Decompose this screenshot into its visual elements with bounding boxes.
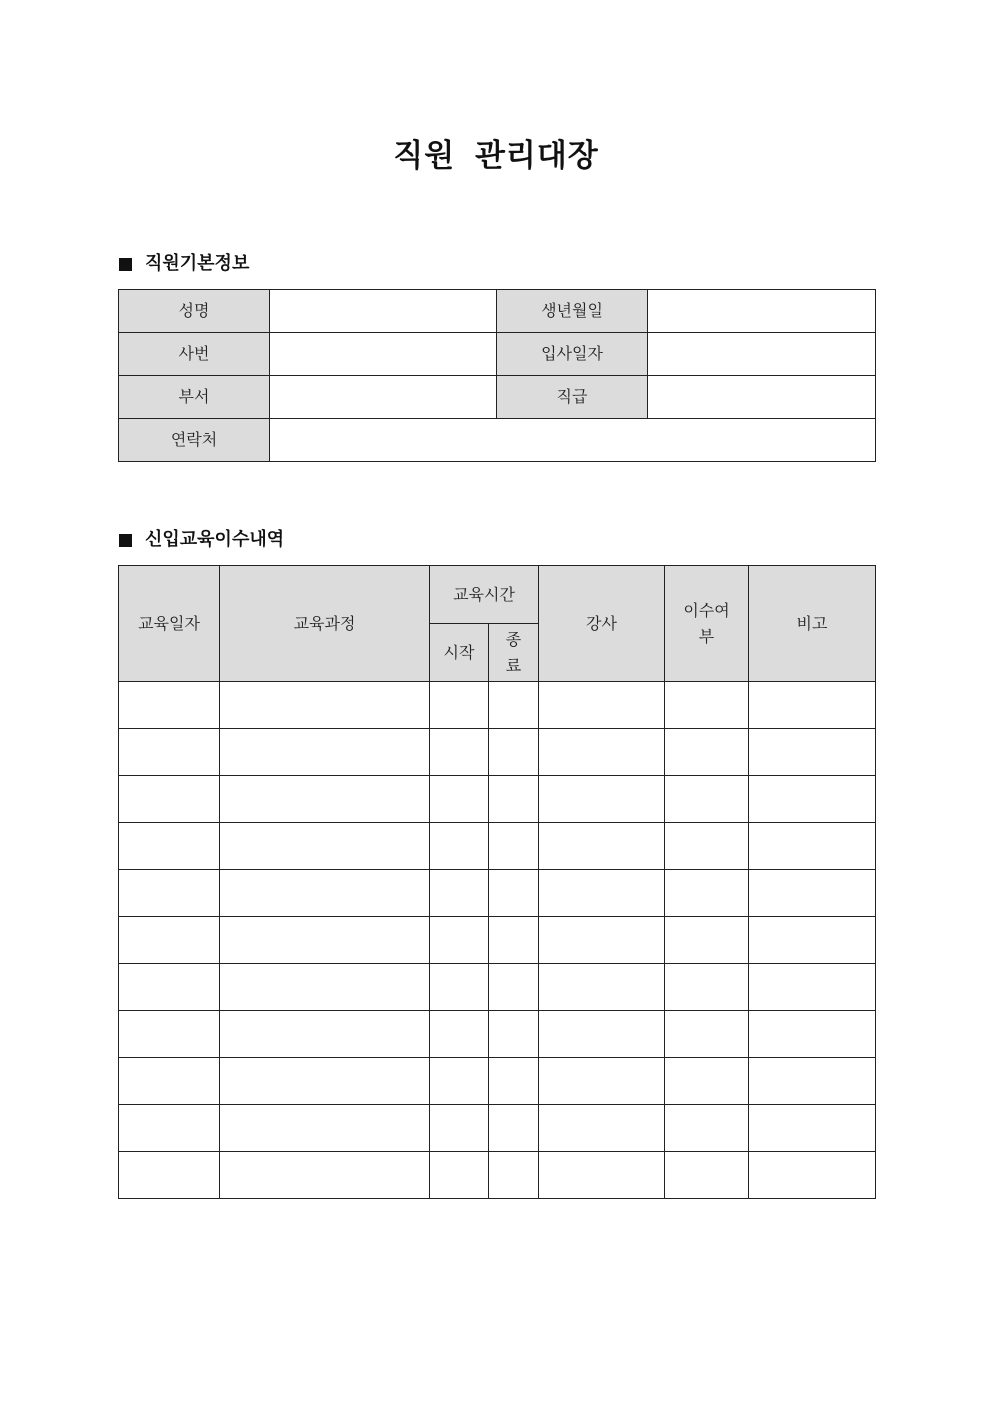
department-label: 부서 xyxy=(119,376,270,419)
table-row xyxy=(119,964,876,1011)
cell-course[interactable] xyxy=(220,1011,430,1058)
cell-date[interactable] xyxy=(119,682,220,729)
cell-instructor[interactable] xyxy=(539,1105,665,1152)
square-bullet-icon xyxy=(119,258,132,271)
cell-course[interactable] xyxy=(220,870,430,917)
table-row xyxy=(119,729,876,776)
basic-info-table xyxy=(118,289,876,462)
cell-instructor[interactable] xyxy=(539,682,665,729)
cell-completed[interactable] xyxy=(665,729,749,776)
cell-completed[interactable] xyxy=(665,1011,749,1058)
table-row xyxy=(119,823,876,870)
cell-end[interactable] xyxy=(489,870,539,917)
cell-remarks[interactable] xyxy=(749,1105,876,1152)
cell-instructor[interactable] xyxy=(539,1011,665,1058)
hire-date-field[interactable] xyxy=(648,333,876,376)
header-end-line1: 종 xyxy=(505,629,522,649)
table-row xyxy=(119,1152,876,1199)
header-completed-line2: 부 xyxy=(698,626,715,646)
cell-instructor[interactable] xyxy=(539,823,665,870)
cell-instructor[interactable] xyxy=(539,917,665,964)
table-row xyxy=(119,917,876,964)
cell-course[interactable] xyxy=(220,964,430,1011)
cell-start[interactable] xyxy=(430,870,489,917)
name-label: 성명 xyxy=(119,290,270,333)
cell-completed[interactable] xyxy=(665,776,749,823)
table-row xyxy=(119,290,876,333)
cell-start[interactable] xyxy=(430,1011,489,1058)
cell-start[interactable] xyxy=(430,776,489,823)
cell-start[interactable] xyxy=(430,682,489,729)
cell-instructor[interactable] xyxy=(539,870,665,917)
cell-instructor[interactable] xyxy=(539,729,665,776)
cell-instructor[interactable] xyxy=(539,1152,665,1199)
page-title: 직원 관리대장 xyxy=(393,138,599,174)
cell-remarks[interactable] xyxy=(749,964,876,1011)
cell-date[interactable] xyxy=(119,1011,220,1058)
cell-course[interactable] xyxy=(220,1058,430,1105)
cell-date[interactable] xyxy=(119,1105,220,1152)
section-heading-label: 신입교육이수내역 xyxy=(145,529,285,550)
section-heading-training xyxy=(119,528,284,552)
cell-start[interactable] xyxy=(430,1105,489,1152)
cell-completed[interactable] xyxy=(665,964,749,1011)
cell-end[interactable] xyxy=(489,823,539,870)
table-row xyxy=(119,870,876,917)
cell-completed[interactable] xyxy=(665,682,749,729)
cell-remarks[interactable] xyxy=(749,1011,876,1058)
cell-course[interactable] xyxy=(220,823,430,870)
table-row xyxy=(119,1105,876,1152)
cell-remarks[interactable] xyxy=(749,729,876,776)
cell-remarks[interactable] xyxy=(749,917,876,964)
header-end-line2: 료 xyxy=(505,655,522,675)
cell-completed[interactable] xyxy=(665,1152,749,1199)
contact-label: 연락처 xyxy=(119,419,270,462)
cell-course[interactable] xyxy=(220,917,430,964)
cell-end[interactable] xyxy=(489,917,539,964)
cell-completed[interactable] xyxy=(665,1058,749,1105)
header-completed-line1: 이수여 xyxy=(683,600,730,620)
table-row xyxy=(119,419,876,462)
cell-end[interactable] xyxy=(489,1105,539,1152)
cell-remarks[interactable] xyxy=(749,682,876,729)
cell-date[interactable] xyxy=(119,1058,220,1105)
cell-completed[interactable] xyxy=(665,823,749,870)
training-table xyxy=(118,565,876,1199)
cell-end[interactable] xyxy=(489,1152,539,1199)
cell-end[interactable] xyxy=(489,1011,539,1058)
cell-date[interactable] xyxy=(119,776,220,823)
cell-instructor[interactable] xyxy=(539,1058,665,1105)
cell-remarks[interactable] xyxy=(749,1152,876,1199)
cell-date[interactable] xyxy=(119,917,220,964)
header-end xyxy=(489,624,539,682)
cell-start[interactable] xyxy=(430,823,489,870)
cell-date[interactable] xyxy=(119,870,220,917)
cell-end[interactable] xyxy=(489,682,539,729)
cell-instructor[interactable] xyxy=(539,776,665,823)
cell-date[interactable] xyxy=(119,729,220,776)
birthdate-field[interactable] xyxy=(648,290,876,333)
cell-start[interactable] xyxy=(430,1152,489,1199)
cell-end[interactable] xyxy=(489,729,539,776)
header-date: 교육일자 xyxy=(119,566,220,682)
section-heading-label: 직원기본정보 xyxy=(145,253,250,274)
cell-start[interactable] xyxy=(430,917,489,964)
employee-no-field[interactable] xyxy=(270,333,497,376)
section-heading-basic-info xyxy=(119,252,249,276)
position-label: 직급 xyxy=(497,376,648,419)
cell-course[interactable] xyxy=(220,729,430,776)
cell-start[interactable] xyxy=(430,1058,489,1105)
cell-course[interactable] xyxy=(220,776,430,823)
table-row xyxy=(119,1058,876,1105)
cell-instructor[interactable] xyxy=(539,964,665,1011)
department-field[interactable] xyxy=(270,376,497,419)
cell-date[interactable] xyxy=(119,823,220,870)
cell-remarks[interactable] xyxy=(749,823,876,870)
cell-remarks[interactable] xyxy=(749,776,876,823)
cell-remarks[interactable] xyxy=(749,870,876,917)
cell-start[interactable] xyxy=(430,964,489,1011)
header-hours: 교육시간 xyxy=(430,566,539,624)
table-row xyxy=(119,682,876,729)
table-header-row xyxy=(119,566,876,624)
header-start: 시작 xyxy=(430,624,489,682)
hire-date-label: 입사일자 xyxy=(497,333,648,376)
name-field[interactable] xyxy=(270,290,497,333)
header-remarks: 비고 xyxy=(749,566,876,682)
cell-end[interactable] xyxy=(489,1058,539,1105)
birthdate-label: 생년월일 xyxy=(497,290,648,333)
square-bullet-icon xyxy=(119,534,132,547)
cell-date[interactable] xyxy=(119,1152,220,1199)
cell-start[interactable] xyxy=(430,729,489,776)
table-row xyxy=(119,376,876,419)
table-row xyxy=(119,333,876,376)
cell-course[interactable] xyxy=(220,1105,430,1152)
table-row xyxy=(119,1011,876,1058)
header-instructor: 강사 xyxy=(539,566,665,682)
table-row xyxy=(119,776,876,823)
cell-completed[interactable] xyxy=(665,917,749,964)
cell-end[interactable] xyxy=(489,776,539,823)
employee-no-label: 사번 xyxy=(119,333,270,376)
cell-remarks[interactable] xyxy=(749,1058,876,1105)
cell-date[interactable] xyxy=(119,964,220,1011)
cell-course[interactable] xyxy=(220,1152,430,1199)
cell-course[interactable] xyxy=(220,682,430,729)
contact-field[interactable] xyxy=(270,419,876,462)
cell-completed[interactable] xyxy=(665,870,749,917)
cell-end[interactable] xyxy=(489,964,539,1011)
position-field[interactable] xyxy=(648,376,876,419)
header-course: 교육과정 xyxy=(220,566,430,682)
cell-completed[interactable] xyxy=(665,1105,749,1152)
header-completed xyxy=(665,566,749,682)
